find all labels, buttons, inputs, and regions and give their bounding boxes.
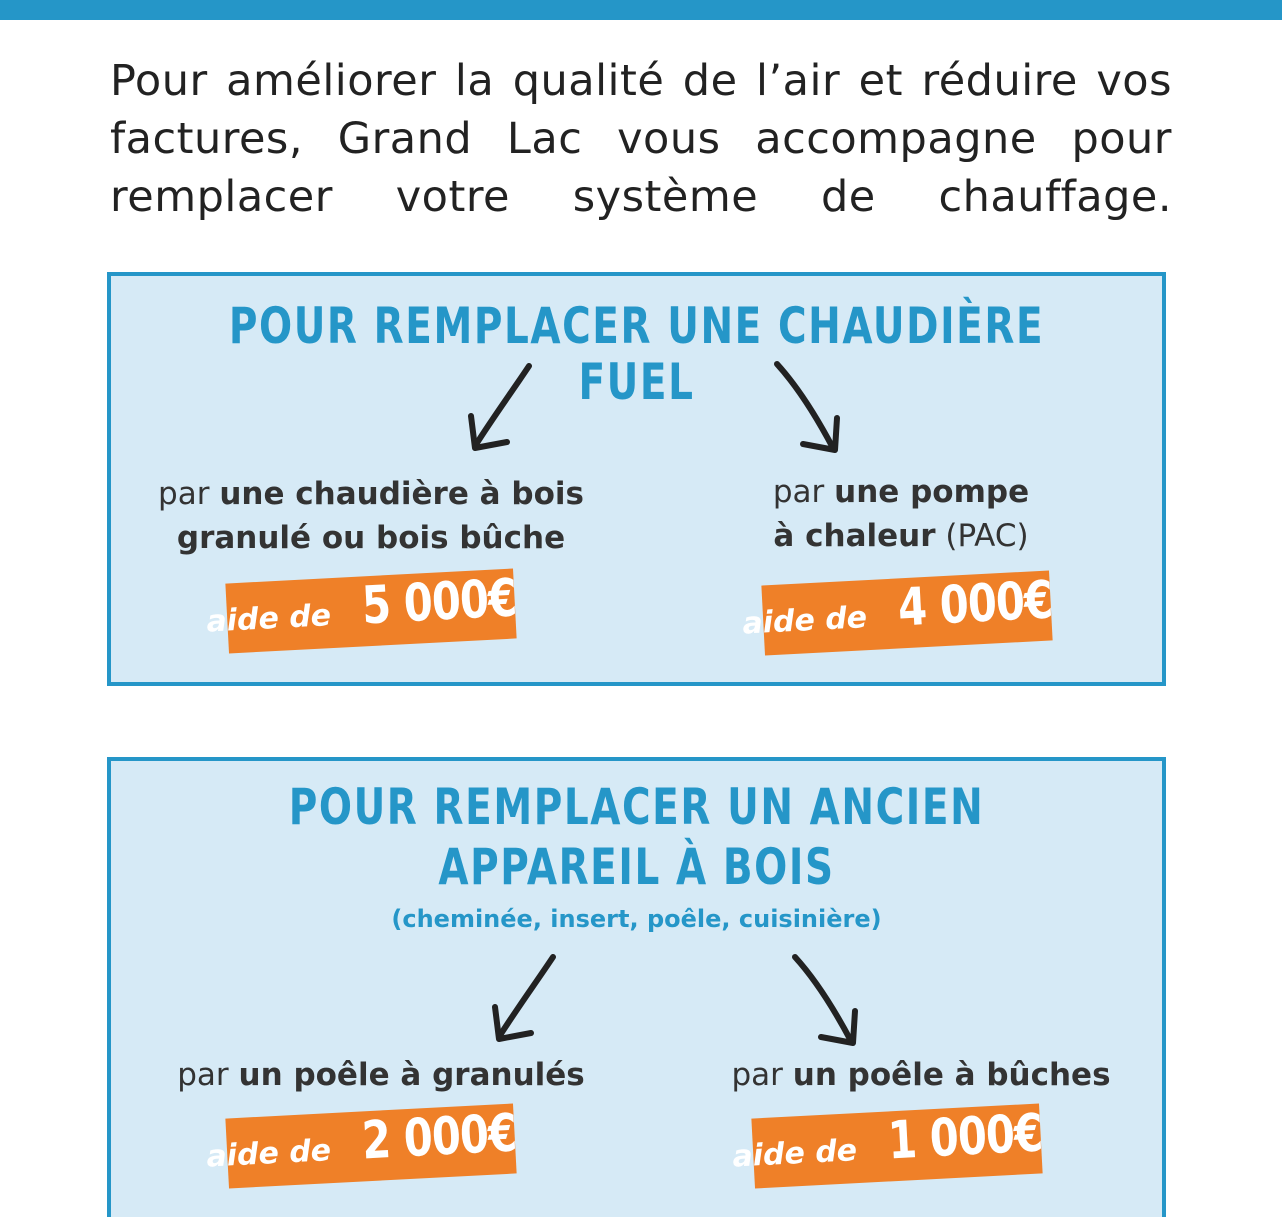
option-lead: par: [772, 474, 835, 510]
panel-subtitle: (cheminée, insert, poêle, cuisinière): [391, 905, 882, 933]
arrow-down-right-icon: [785, 949, 875, 1059]
arrow-down-left-icon: [483, 949, 573, 1059]
option-heat-pump: [681, 470, 1121, 558]
panel-title-line-1: POUR REMPLACER UN ANCIEN: [288, 778, 985, 836]
aid-prefix: aide de: [731, 1133, 858, 1175]
option-lead: par: [731, 1057, 793, 1093]
panel-wood-appliance: [107, 757, 1166, 1217]
aid-amount: 4 000€: [896, 570, 1054, 639]
aid-badge: [205, 1103, 518, 1189]
aid-amount: 5 000€: [360, 568, 518, 637]
top-bar: [0, 0, 1282, 20]
option-wood-boiler: [131, 472, 611, 560]
option-log-stove: [691, 1053, 1151, 1097]
aid-amount: 1 000€: [886, 1103, 1044, 1172]
option-label-2: à chaleur: [773, 518, 936, 554]
arrow-down-left-icon: [459, 358, 549, 468]
option-label-3: (PAC): [935, 518, 1029, 554]
aid-prefix: aide de: [205, 1133, 332, 1175]
option-label-1: une chaudière à bois: [219, 476, 584, 512]
aid-badge: [731, 1103, 1044, 1189]
option-lead: par: [177, 1057, 239, 1093]
panel-title-line-2: APPAREIL À BOIS: [438, 838, 835, 896]
panel-title: POUR REMPLACER UNE CHAUDIÈRE FUEL: [228, 297, 1045, 411]
option-label-1: un poêle à granulés: [238, 1057, 585, 1093]
aid-amount: 2 000€: [360, 1103, 518, 1172]
option-label-2: granulé ou bois bûche: [176, 520, 566, 556]
panel-fuel-boiler: [107, 272, 1166, 686]
option-label-1: une pompe: [834, 474, 1030, 510]
option-pellet-stove: [131, 1053, 631, 1097]
aid-badge: [205, 568, 518, 654]
aid-prefix: aide de: [741, 600, 868, 642]
option-label-1: un poêle à bûches: [792, 1057, 1111, 1093]
aid-prefix: aide de: [205, 598, 332, 640]
intro-text: Pour améliorer la qualité de l’air et réduire vos factures, Grand Lac vous accompagne pour remplacer votre système de chauffage.: [110, 56, 1172, 222]
arrow-down-right-icon: [767, 356, 857, 466]
option-lead: par: [158, 476, 220, 512]
aid-badge: [741, 570, 1054, 656]
panel-title: [227, 777, 1047, 897]
